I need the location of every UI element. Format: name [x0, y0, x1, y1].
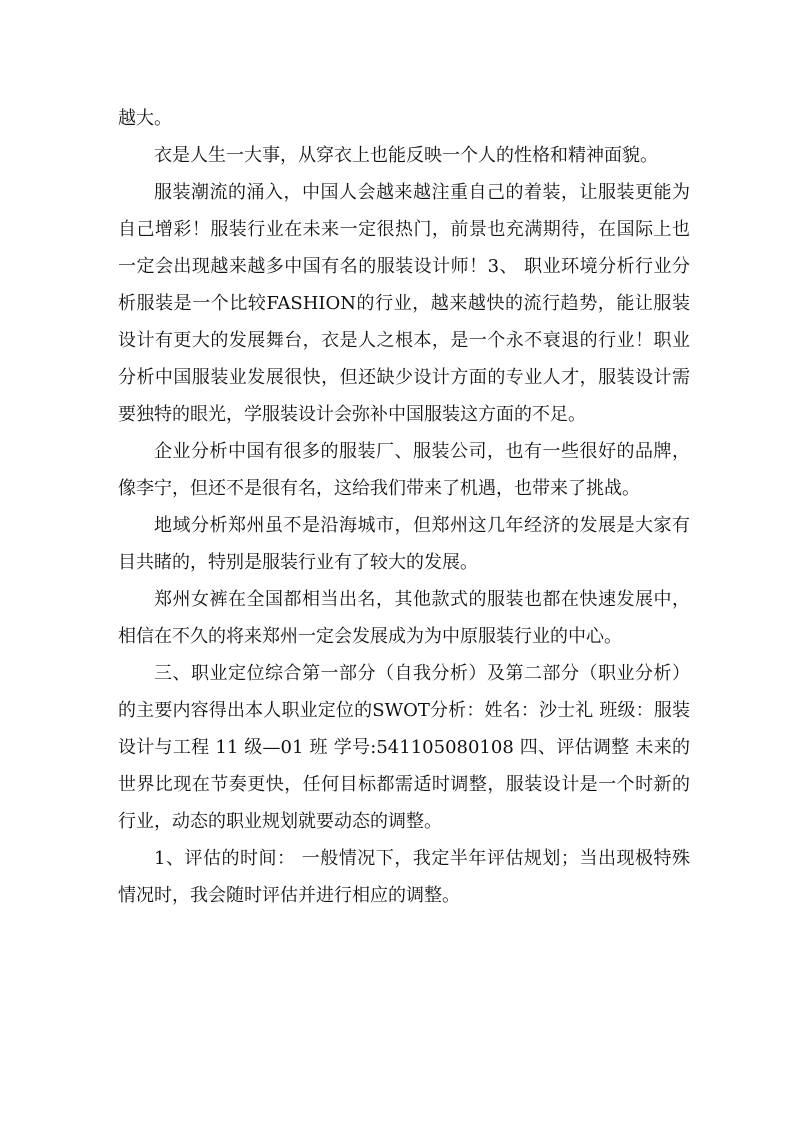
document-body [118, 100, 690, 914]
paragraph-zhengzhou-trousers: 郑州女裤在全国都相当出名，其他款式的服装也都在快速发展中，相信在不久的将来郑州一定会发展成为为中原服装行业的中心。 [118, 589, 690, 647]
paragraph-continuation: 越大。 [118, 108, 172, 129]
paragraph-career-positioning: 三、职业定位综合第一部分（自我分析）及第二部分（职业分析）的主要内容得出本人职业定位的SWOT分析：姓名：沙士礼 班级：服装设计与工程 11 级—01 班 学号:541105080108 四、评估调整 未来的世界比现在节奏更快，任何目标都需适时调整，服装设计是一个时新的行业，动态的职业规划就要动态的调整。 [118, 663, 690, 832]
paragraph-enterprise-analysis: 企业分析中国有很多的服装厂、服装公司，也有一些很好的品牌，像李宁，但还不是很有名，这给我们带来了机遇，也带来了挑战。 [118, 441, 690, 499]
paragraph-industry-analysis: 服装潮流的涌入，中国人会越来越注重自己的着装，让服装更能为自己增彩！服装行业在未来一定很热门，前景也充满期待，在国际上也一定会出现越来越多中国有名的服装设计师！3、 职业环境分析行业分析服装是一个比较FASHION的行业，越来越快的流行趋势，能让服装设计有更大的发展舞台，衣是人之根本，是一个永不衰退的行业！职业分析中国服装业发展很快，但还缺少设计方面的专业人才，服装设计需要独特的眼光，学服装设计会弥补中国服装这方面的不足。 [118, 182, 690, 425]
paragraph-evaluation-time: 1、评估的时间： 一般情况下，我定半年评估规划；当出现极特殊情况时，我会随时评估并进行相应的调整。 [118, 848, 690, 906]
paragraph-regional-analysis: 地域分析郑州虽不是沿海城市，但郑州这几年经济的发展是大家有目共睹的，特别是服装行业有了较大的发展。 [118, 515, 690, 573]
paragraph-clothing-importance: 衣是人生一大事，从穿衣上也能反映一个人的性格和精神面貌。 [154, 145, 658, 166]
